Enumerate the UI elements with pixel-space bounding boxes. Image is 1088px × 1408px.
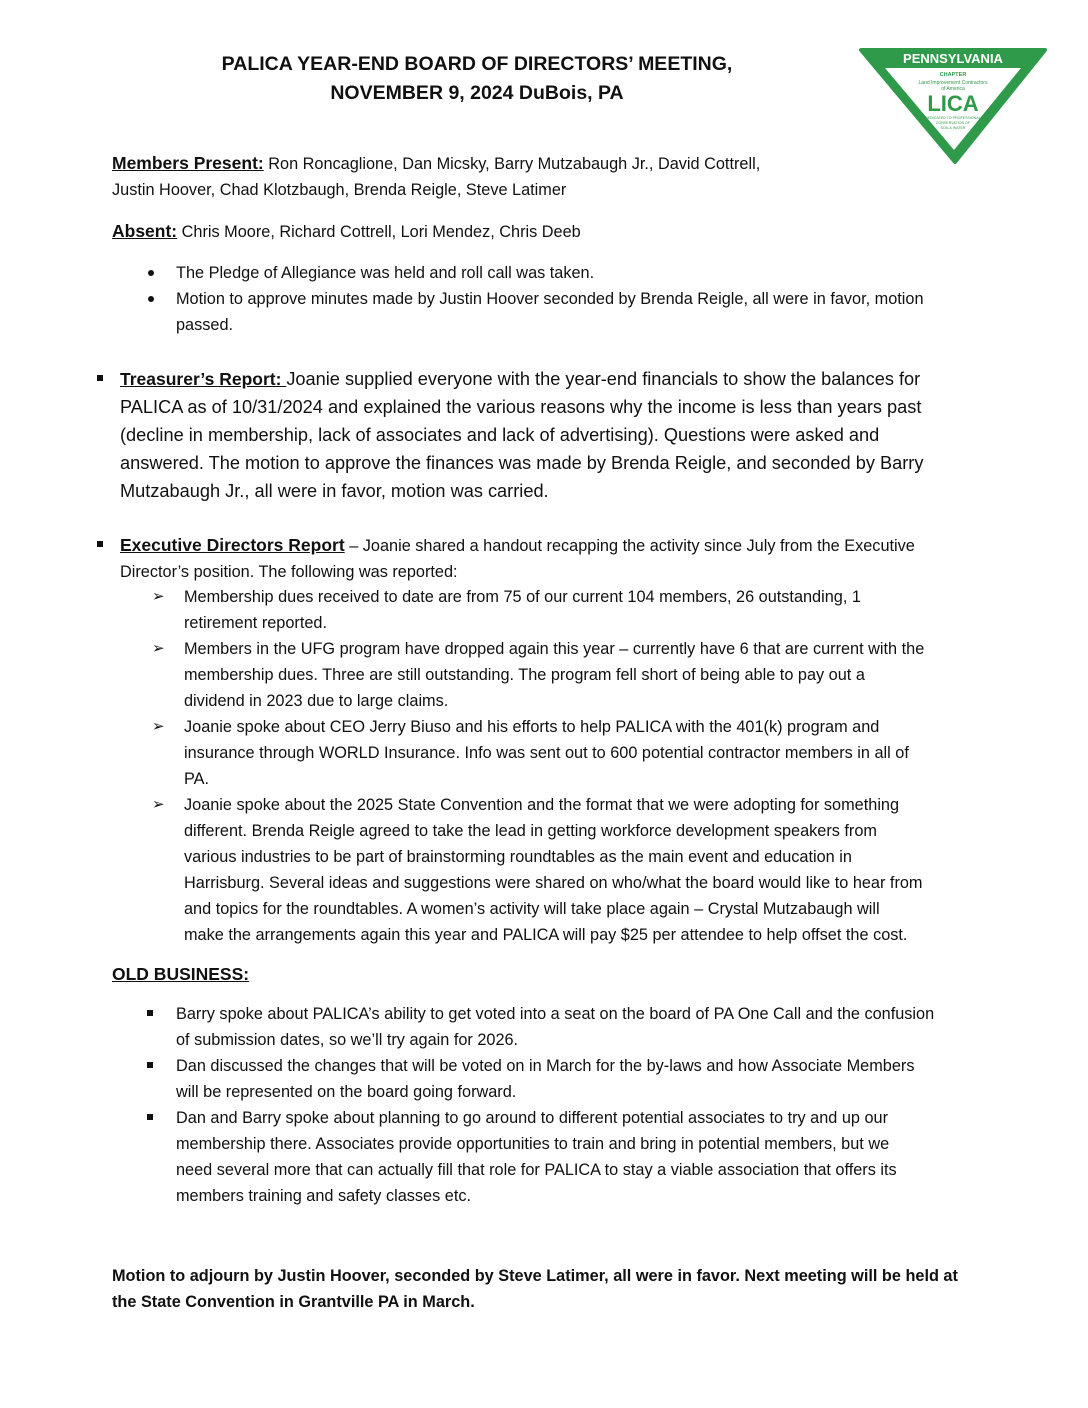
logo-org-2: of America (941, 86, 965, 92)
logo-acronym: LICA (927, 91, 979, 116)
arrow-bullet-icon: ➢ (152, 718, 165, 735)
list-item: Motion to approve minutes made by Justin Hoover seconded by Brenda Reigle, all were in favor, motion passed. (176, 286, 1036, 338)
list-item: ➢ Joanie spoke about CEO Jerry Biuso and his efforts to help PALICA with the 401(k) program and insurance through WORLD Insurance. Info was sent out to 600 potential contractor members in all of PA. (184, 714, 1024, 792)
logo-tag-3: SOIL & WATER (940, 126, 966, 130)
members-present-line-2: Justin Hoover, Chad Klotzbaugh, Brenda Reigle, Steve Latimer (112, 181, 567, 199)
adjourn-motion: Motion to adjourn by Justin Hoover, seconded by Steve Latimer, all were in favor. Next meeting will be held at the State Convention in Grantville PA in March. (112, 1267, 958, 1311)
absent-names: Chris Moore, Richard Cottrell, Lori Mendez, Chris Deeb (177, 223, 581, 241)
title-line-1: PALICA YEAR-END BOARD OF DIRECTORS’ MEETING, (221, 53, 733, 75)
arrow-bullet-icon: ➢ (152, 640, 165, 657)
members-present-line-1: Ron Roncaglione, Dan Micsky, Barry Mutzabaugh Jr., David Cottrell, (263, 155, 761, 173)
arrow-bullet-icon: ➢ (152, 588, 165, 605)
list-item: ➢ Membership dues received to date are from 75 of our current 104 members, 26 outstanding, 1 retirement reported. (184, 584, 1024, 636)
old-business-heading: OLD BUSINESS: (112, 964, 250, 984)
absent-label: Absent: (112, 221, 178, 241)
list-item: Dan and Barry spoke about planning to go around to different potential associates to try and up our membership there. Associates provide opportunities to train and bring in potential members, but we need several more that can actually fill that role for PALICA to stay a viable association that offers its members training and safety classes etc. (176, 1105, 1036, 1209)
executive-bullet (97, 541, 103, 547)
logo-tag-1: DEDICATED TO PROFESSIONAL (925, 116, 981, 120)
executive-items (152, 584, 1024, 948)
members-present (112, 150, 872, 203)
old-business-items (176, 1001, 1036, 1209)
list-item: ➢ Members in the UFG program have dropped again this year – currently have 6 that are current with the membership dues. Three are still outstanding. The program fell short of being able to pay out a dividend in 2023 due to large claims. (184, 636, 1024, 714)
opening-items (176, 260, 1036, 338)
logo-state: PENNSYLVANIA (903, 51, 1003, 66)
logo-tag-2: CONSERVATION OF (935, 121, 971, 125)
members-present-label: Members Present: (112, 153, 264, 173)
document-title (0, 50, 954, 108)
treasurer-label: Treasurer’s Report: (120, 369, 287, 389)
treasurer-bullet (97, 375, 103, 381)
list-item: Barry spoke about PALICA’s ability to get voted into a seat on the board of PA One Call and the confusion of submission dates, so we’ll try again for 2026. (176, 1001, 1036, 1053)
lica-logo (857, 44, 1049, 166)
title-line-2: NOVEMBER 9, 2024 DuBois, PA (330, 82, 624, 104)
absent (112, 218, 872, 245)
logo-org-1: Land Improvement Contractors (918, 80, 988, 86)
executive-label: Executive Directors Report (120, 535, 345, 555)
list-item: The Pledge of Allegiance was held and roll call was taken. (176, 260, 1036, 286)
arrow-bullet-icon: ➢ (152, 796, 165, 813)
list-item: Dan discussed the changes that will be voted on in March for the by-laws and how Associate Members will be represented on the board going forward. (176, 1053, 1036, 1105)
executive-report: Executive Directors Report – Joanie shared a handout recapping the activity since July from the Executive Director’s position. The following was reported: (120, 535, 915, 581)
list-item: ➢ Joanie spoke about the 2025 State Convention and the format that we were adopting for something different. Brenda Reigle agreed to take the lead in getting workforce development speakers from various industries to be part of brainstorming roundtables as the main event and education in Harrisburg. Several ideas and suggestions were shared on who/what the board would like to hear from and topics for the roundtables. A women’s activity will take place again – Crystal Mutzabaugh will make the arrangements again this year and PALICA will pay $25 per attendee to help offset the cost. (184, 792, 1024, 948)
logo-chapter: CHAPTER (939, 72, 967, 78)
treasurer-report: Treasurer’s Report: Joanie supplied everyone with the year-end financials to show the balances for PALICA as of 10/31/2024 and explained the various reasons why the income is less than years past (decline in membership, lack of associates and lack of advertising). Questions were asked and answered. The motion to approve the finances was made by Brenda Reigle, and seconded by Barry Mutzabaugh Jr., all were in favor, motion was carried. (120, 369, 924, 501)
